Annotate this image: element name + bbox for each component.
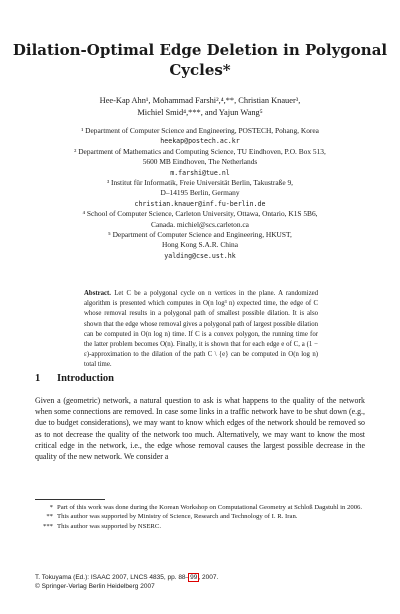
footnote-mark: * bbox=[49, 504, 53, 511]
author-list bbox=[0, 95, 400, 119]
authors-line-1: Hee-Kap Ahn¹, Mohammad Farshi²,⁴,**, Christian Knauer³, bbox=[99, 96, 301, 105]
affiliation-text: Canada. michiel@scs.carleton.ca bbox=[151, 219, 249, 229]
affiliation-text: ⁵ Department of Computer Science and Engineering, HKUST, bbox=[108, 230, 292, 240]
footnote-mark: ** bbox=[46, 513, 53, 521]
footnote-text: This author was supported by Ministry of Science, Research and Technology of I. R. Iran. bbox=[57, 513, 298, 521]
section-number: 1 bbox=[35, 373, 41, 384]
intro-paragraph: Given a (geometric) network, a natural question to ask is what happens to the quality of the network when some connections are removed. In case some links in a traffic network have to be shut down (e.g., due to budget considerations), we may want to know which edges of the network should be removed so as to not decrease the quality of the network too much. Alternatively, we may want to know the most critical edge in the network, i.e., the edge whose removal causes the largest possible decrease in the quality of the new network. We consider a bbox=[35, 396, 365, 462]
affiliation-text: D–14195 Berlin, Germany bbox=[160, 188, 240, 198]
section-title: Introduction bbox=[57, 373, 114, 384]
footnote bbox=[35, 503, 365, 512]
footnote-text: This author was supported by NSERC. bbox=[57, 522, 162, 530]
email-link[interactable]: christian.knauer@inf.fu-berlin.de bbox=[134, 199, 266, 208]
affiliation-1 bbox=[0, 126, 400, 147]
abstract bbox=[84, 289, 318, 371]
affiliation-text: ² Department of Mathematics and Computing Science, TU Eindhoven, P.O. Box 513, bbox=[74, 146, 326, 156]
citation-block bbox=[35, 573, 218, 591]
title-line-1: Dilation-Optimal Edge Deletion in Polygonal bbox=[12, 41, 388, 59]
abstract-label: Abstract. bbox=[84, 290, 111, 297]
affiliation-3 bbox=[0, 178, 400, 209]
footnote bbox=[35, 522, 365, 531]
email-link[interactable]: m.farshi@tue.nl bbox=[170, 168, 230, 177]
affiliation-2 bbox=[0, 147, 400, 178]
affiliation-4 bbox=[0, 209, 400, 230]
affiliations bbox=[0, 126, 400, 261]
affiliation-text: ³ Institut für Informatik, Freie Universität Berlin, Takustraße 9, bbox=[106, 178, 294, 188]
footnote-mark: *** bbox=[42, 522, 53, 530]
affiliation-text: Hong Kong S.A.R. China bbox=[162, 240, 238, 250]
affiliation-5 bbox=[0, 230, 400, 261]
title-line-2: Cycles* bbox=[169, 61, 231, 79]
footnotes bbox=[35, 503, 365, 531]
authors-line-2: Michiel Smid⁴,***, and Yajun Wang⁵ bbox=[137, 108, 263, 117]
footnote-rule bbox=[35, 499, 105, 500]
affiliation-text: ⁴ School of Computer Science, Carleton University, Ottawa, Ontario, K1S 5B6, bbox=[82, 209, 318, 219]
email-link[interactable]: yalding@cse.ust.hk bbox=[164, 251, 236, 260]
citation-line-1 bbox=[35, 573, 218, 582]
copyright-line: © Springer-Verlag Berlin Heidelberg 2007 bbox=[35, 583, 155, 590]
paper-title bbox=[0, 40, 400, 80]
footnote-text: Part of this work was done during the Korean Workshop on Computational Geometry at Schloß Dagstuhl in 2006. bbox=[57, 504, 363, 511]
footnote bbox=[35, 512, 365, 521]
affiliation-text: 5600 MB Eindhoven, The Netherlands bbox=[142, 157, 258, 167]
abstract-text: Let C be a polygonal cycle on n vertices in the plane. A randomized algorithm is presented which computes in O(n log³ n) expected time, the edge of C whose removal results in a polygonal path of smallest possible dilation. It is also shown that the edge whose removal gives a polygonal path of largest possible dilation can be computed in O(n log n) time. If C is a convex polygon, the running time for the latter problem becomes O(n). Finally, it is shown that for each edge e of C, a (1 − ε)-approximation to the dilation of the path C \ {e} can be computed in O(n log n) total time. bbox=[84, 290, 319, 369]
page-number-link[interactable]: 99 bbox=[190, 574, 198, 581]
citation-text: , 2007. bbox=[198, 574, 219, 581]
affiliation-text: ¹ Department of Computer Science and Engineering, POSTECH, Pohang, Korea bbox=[81, 126, 319, 135]
section-heading bbox=[35, 373, 114, 384]
email-link[interactable]: heekap@postech.ac.kr bbox=[160, 137, 240, 146]
citation-text: T. Tokuyama (Ed.): ISAAC 2007, LNCS 4835, pp. 88– bbox=[35, 574, 190, 581]
